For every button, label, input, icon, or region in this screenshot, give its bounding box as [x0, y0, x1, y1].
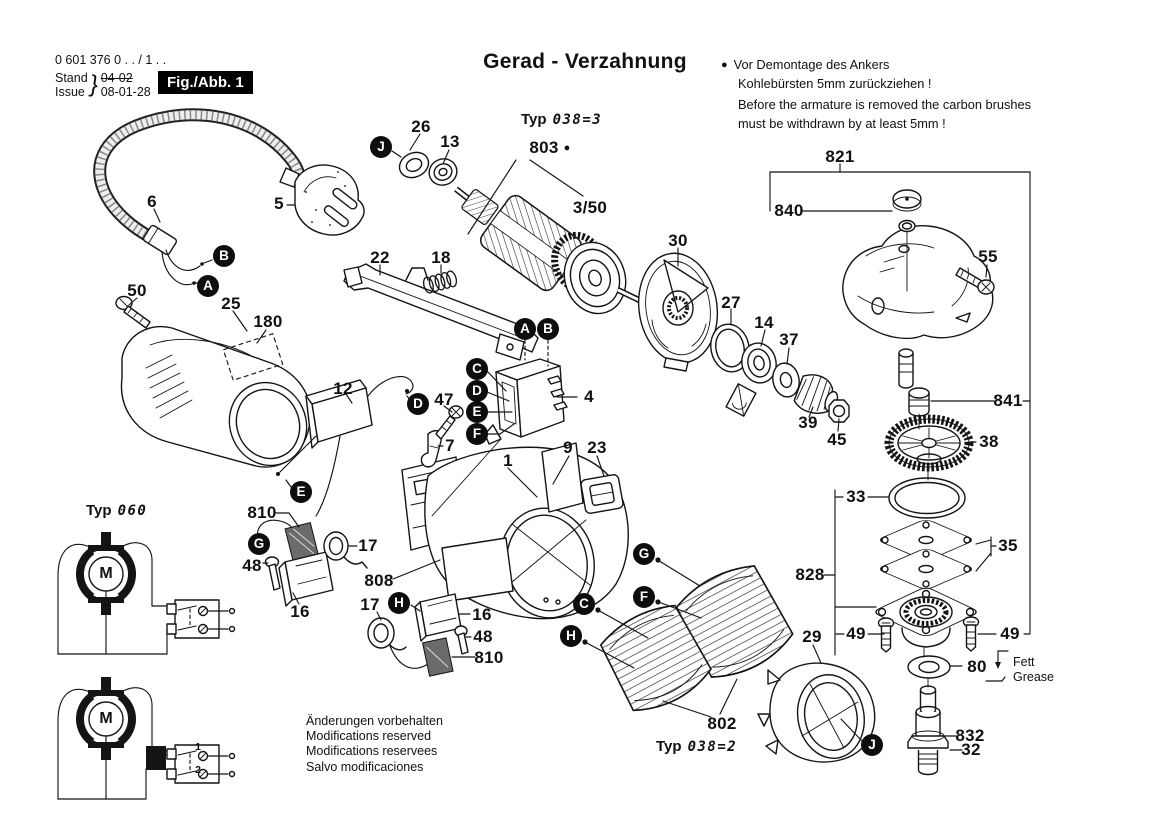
diagram-title: Gerad - Verzahnung: [483, 50, 687, 73]
part-callout-38: 38: [979, 432, 999, 451]
part-callout-27: 27: [721, 293, 741, 312]
part-callout-810: 810: [247, 503, 277, 522]
ref-badge-D: D: [466, 380, 488, 402]
ref-badge-F: F: [633, 586, 655, 608]
part-callout-80: 80: [967, 657, 987, 676]
part-callout-48: 48: [473, 627, 493, 646]
footer-line-fr: Modifications reservees: [306, 744, 438, 759]
part-callout-16: 16: [472, 605, 492, 624]
ref-badge-D: D: [407, 393, 429, 415]
footer-line-es: Salvo modificaciones: [306, 759, 424, 774]
part-callout-803: 803 ●: [529, 138, 571, 157]
part-callout-25: 25: [221, 294, 241, 313]
typ-label: Typ 038=2: [656, 738, 738, 755]
part-callout-1: 1: [503, 451, 513, 470]
typ-label: Typ 038=3: [521, 111, 603, 128]
part-callout-35: 35: [998, 536, 1018, 555]
footer-line-de: Änderungen vorbehalten: [306, 714, 443, 728]
grease-label-de: Fett: [1013, 655, 1035, 669]
part-callout-37: 37: [779, 330, 799, 349]
figure-label: Fig./Abb. 1: [158, 71, 253, 94]
part-callout-32: 32: [961, 740, 981, 759]
part-callout-39: 39: [798, 413, 818, 432]
part-callout-29: 29: [802, 627, 822, 646]
part-callout-55: 55: [978, 247, 998, 266]
part-callout-808: 808: [364, 571, 394, 590]
ref-badge-B: B: [213, 245, 235, 267]
typ-label: Typ 060: [86, 502, 148, 519]
terminal-label-2: 2: [195, 764, 201, 776]
part-callout-5: 5: [274, 194, 284, 213]
terminal-label-1: 1: [195, 741, 201, 753]
ref-badge-E: E: [290, 481, 312, 503]
document-number: 0 601 376 0 . . / 1 . .: [55, 53, 167, 67]
stand-value: 04-02: [100, 71, 133, 85]
part-callout-841: 841: [993, 391, 1023, 410]
part-callout-350: 3/50: [572, 198, 608, 217]
part-callout-6: 6: [147, 192, 157, 211]
ref-badge-A: A: [514, 318, 536, 340]
ref-badge-C: C: [573, 593, 595, 615]
ref-badge-G: G: [633, 543, 655, 565]
ref-badge-B: B: [537, 318, 559, 340]
brace-glyph: }: [87, 70, 101, 99]
bullet-icon: ●: [721, 59, 728, 71]
part-callout-26: 26: [411, 117, 431, 136]
notice-en-line2: must be withdrawn by at least 5mm !: [738, 115, 946, 131]
part-callout-810: 810: [474, 648, 504, 667]
part-callout-30: 30: [668, 231, 688, 250]
part-callout-47: 47: [434, 390, 454, 409]
part-callout-4: 4: [584, 387, 594, 406]
part-callout-50: 50: [127, 281, 147, 300]
stand-label: Stand: [55, 71, 88, 85]
footer-line-en: Modifications reserved: [306, 729, 432, 744]
ref-badge-H: H: [560, 625, 582, 647]
part-callout-17: 17: [360, 595, 380, 614]
part-callout-9: 9: [563, 438, 573, 457]
part-callout-49: 49: [1000, 624, 1020, 643]
part-callout-14: 14: [754, 313, 774, 332]
part-callout-828: 828: [795, 565, 825, 584]
part-callout-49: 49: [846, 624, 866, 643]
ref-badge-J: J: [861, 734, 883, 756]
part-callout-23: 23: [587, 438, 607, 457]
motor-symbol-label-bottom: M: [99, 710, 113, 727]
part-callout-840: 840: [774, 201, 804, 220]
part-callout-33: 33: [846, 487, 866, 506]
part-callout-22: 22: [370, 248, 390, 267]
ref-badge-F: F: [466, 423, 488, 445]
part-callout-16: 16: [290, 602, 310, 621]
ref-badge-G: G: [248, 533, 270, 555]
part-callout-180: 180: [253, 312, 283, 331]
part-callout-17: 17: [358, 536, 378, 555]
part-callout-18: 18: [431, 248, 451, 267]
motor-symbol-label-top: M: [99, 565, 113, 582]
part-callout-802: 802: [707, 714, 737, 733]
ref-badge-H: H: [388, 592, 410, 614]
issue-label: Issue: [55, 85, 85, 99]
ref-badge-C: C: [466, 358, 488, 380]
part-callout-821: 821: [825, 147, 855, 166]
issue-value: 08-01-28: [100, 85, 151, 99]
ref-badge-J: J: [370, 136, 392, 158]
notice-de-line1: Vor Demontage des Ankers: [733, 57, 890, 72]
notice-de-line2: Kohlebürsten 5mm zurückziehen !: [738, 75, 932, 91]
part-callout-45: 45: [827, 430, 847, 449]
filled-dot-icon: ●: [563, 142, 571, 154]
part-callout-12: 12: [333, 379, 353, 398]
part-callout-48: 48: [242, 556, 262, 575]
ref-badge-A: A: [197, 275, 219, 297]
grease-label-en: Grease: [1013, 670, 1054, 684]
part-callout-7: 7: [445, 436, 455, 455]
notice-en-line1: Before the armature is removed the carbon brushes: [738, 97, 1032, 112]
part-callout-13: 13: [440, 132, 460, 151]
part-callout-832: 832: [955, 726, 985, 745]
ref-badge-E: E: [466, 401, 488, 423]
